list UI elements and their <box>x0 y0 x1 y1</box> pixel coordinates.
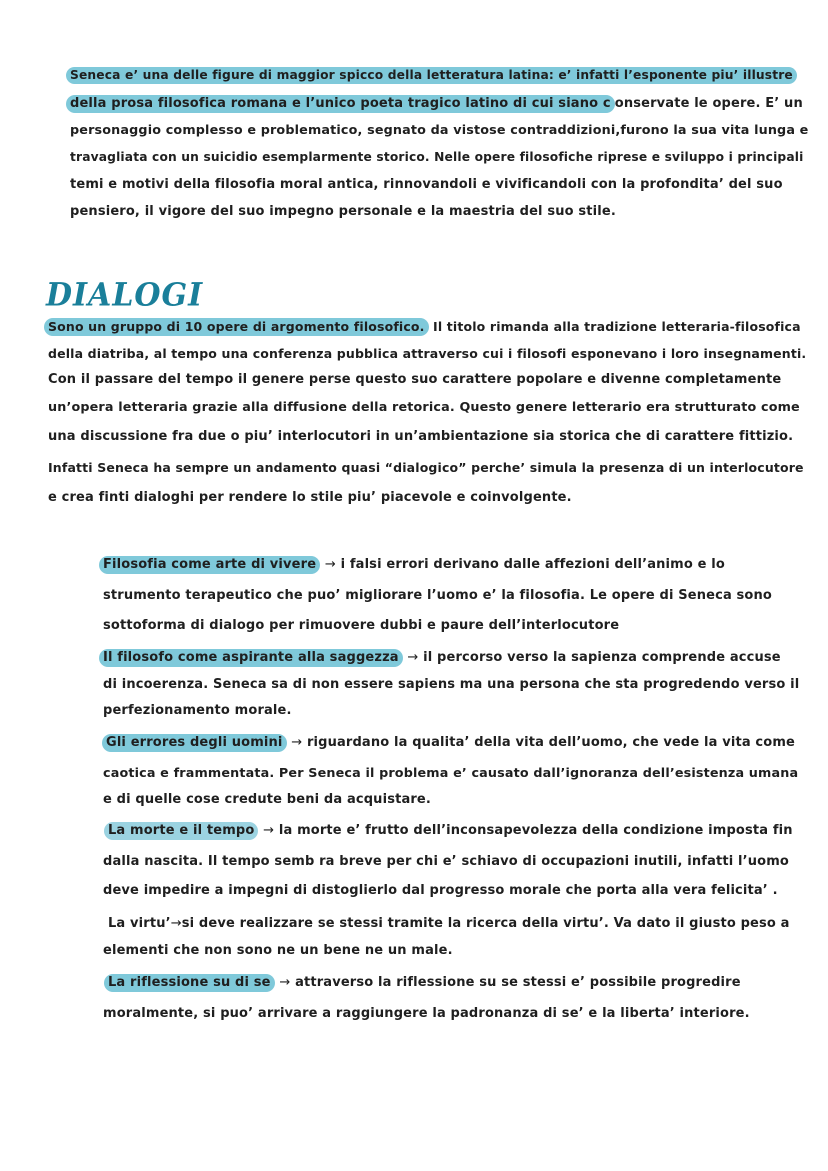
intro-line-3: personaggio complesso e problematico, segnato da vistose contraddizioni,furono la sua vita lunga e <box>70 123 809 138</box>
intro-line-1 <box>70 66 797 84</box>
dialogi-line-2: della diatriba, al tempo una conferenza pubblica attraverso cui i filosofi esponevano i loro insegnamenti. <box>48 346 807 361</box>
highlight: della prosa filosofica romana e l’unico poeta tragico latino di cui siano c <box>66 95 615 113</box>
text: i falsi errori derivano dalle affezioni dell’animo e lo <box>335 557 725 572</box>
highlight: Gli errores degli uomini <box>102 734 287 752</box>
topic-6-line-1 <box>108 974 741 992</box>
text: il percorso verso la sapienza comprende accuse <box>418 650 781 665</box>
dialogi-line-3: Con il passare del tempo il genere perse questo suo carattere popolare e divenne completamente <box>48 372 782 387</box>
topic-1-line-3: sottoforma di dialogo per rimuovere dubbi e paure dell’interlocutore <box>103 618 620 633</box>
dialogi-line-4: un’opera letteraria grazie alla diffusione della retorica. Questo genere letterario era strutturato come <box>48 400 800 415</box>
topic-4-line-2: dalla nascita. Il tempo semb ra breve per chi e’ schiavo di occupazioni inutili, infatti l’uomo <box>103 854 789 869</box>
arrow-icon: → <box>279 975 291 990</box>
dialogi-line-7: e crea finti dialoghi per rendere lo stile piu’ piacevole e coinvolgente. <box>48 490 572 505</box>
arrow-icon: → <box>324 557 336 572</box>
topic-3-line-3: e di quelle cose credute beni da acquistare. <box>103 792 431 807</box>
text: attraverso la riflessione su se stessi e’ possibile progredire <box>290 975 741 990</box>
topic-2-line-1 <box>103 649 781 667</box>
text: La virtu’ <box>108 916 171 931</box>
text: riguardano la qualita’ della vita dell’uomo, che vede la vita come <box>302 735 796 750</box>
highlight: La morte e il tempo <box>104 822 258 840</box>
highlight: Filosofia come arte di vivere <box>99 556 320 574</box>
topic-4-line-1 <box>108 822 793 840</box>
intro-line-5: temi e motivi della filosofia moral antica, rinnovandoli e vivificandoli con la profondita’ del suo <box>70 177 783 192</box>
topic-6-line-2: moralmente, si puo’ arrivare a raggiungere la padronanza di se’ e la liberta’ interiore. <box>103 1006 750 1021</box>
topic-5-line-1 <box>108 915 790 933</box>
text: la morte e’ frutto dell’inconsapevolezza della condizione imposta fin <box>274 823 793 838</box>
topic-1-line-2: strumento terapeutico che puo’ migliorare l’uomo e’ la filosofia. Le opere di Seneca sono <box>103 588 772 603</box>
highlight: Il filosofo come aspirante alla saggezza <box>99 649 403 667</box>
intro-line-2 <box>70 95 803 113</box>
arrow-icon: → <box>407 650 419 665</box>
intro-line-4: travagliata con un suicidio esemplarmente storico. Nelle opere filosofiche riprese e sviluppo i principali <box>70 150 804 164</box>
topic-4-line-3: deve impedire a impegni di distoglierlo dal progresso morale che porta alla vera felicita’ . <box>103 883 778 898</box>
highlight: Sono un gruppo di 10 opere di argomento filosofico. <box>44 318 429 336</box>
text: Il titolo rimanda alla tradizione letteraria-filosofica <box>428 319 801 334</box>
highlight: La riflessione su di se <box>104 974 275 992</box>
text: onservate le opere. E’ un <box>614 96 803 111</box>
highlight: Seneca e’ una delle figure di maggior spicco della letteratura latina: e’ infatti l’esponente piu’ illustre <box>66 67 797 84</box>
topic-3-line-2: caotica e frammentata. Per Seneca il problema e’ causato dall’ignoranza dell’esistenza umana <box>103 766 799 781</box>
topic-2-line-3: perfezionamento morale. <box>103 703 292 718</box>
intro-line-6: pensiero, il vigore del suo impegno personale e la maestria del suo stile. <box>70 204 616 219</box>
dialogi-line-5: una discussione fra due o piu’ interlocutori in un’ambientazione sia storica che di carattere fittizio. <box>48 429 794 444</box>
arrow-icon: → <box>263 823 275 838</box>
topic-2-line-2: di incoerenza. Seneca sa di non essere sapiens ma una persona che sta progredendo verso il <box>103 677 800 692</box>
arrow-icon: → <box>170 916 182 931</box>
topic-3-line-1 <box>106 734 795 752</box>
topic-5-line-2: elementi che non sono ne un bene ne un male. <box>103 943 453 958</box>
text: si deve realizzare se stessi tramite la ricerca della virtu’. Va dato il giusto peso a <box>181 916 790 931</box>
dialogi-line-6: Infatti Seneca ha sempre un andamento quasi “dialogico” perche’ simula la presenza di un interlocutore <box>48 460 804 475</box>
arrow-icon: → <box>291 735 303 750</box>
section-title: DIALOGI <box>46 277 204 314</box>
topic-1-line-1 <box>103 556 725 574</box>
dialogi-line-1 <box>48 318 801 336</box>
